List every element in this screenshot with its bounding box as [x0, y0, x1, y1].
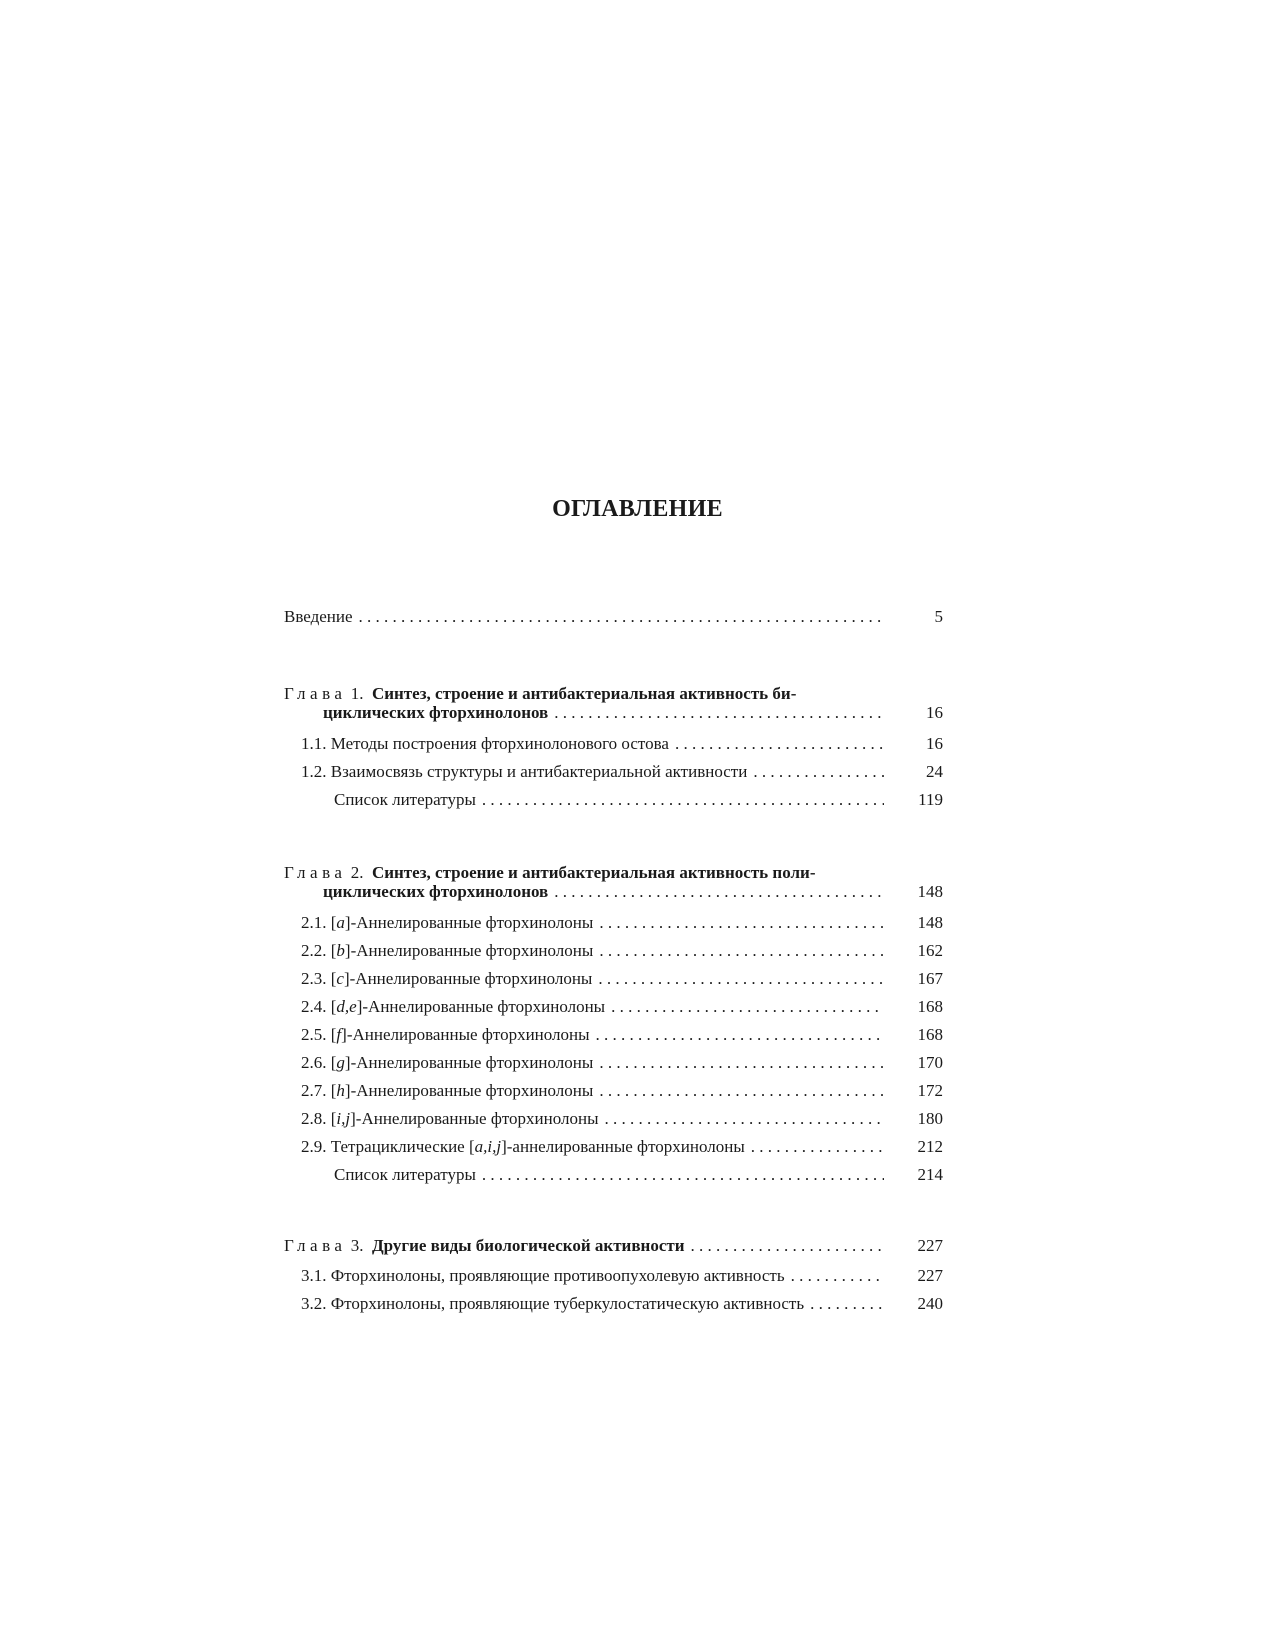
leader-dots: [599, 940, 884, 962]
chapter-title-line2: циклических фторхинолонов: [323, 703, 549, 722]
section-page: 167: [917, 969, 943, 988]
section-title: Фторхинолоны, проявляющие противоопухолевую активность: [330, 1266, 785, 1285]
annelation-letters: i,j: [336, 1109, 351, 1128]
bracket-open: [: [330, 969, 337, 988]
chapter-1-heading-cont[interactable]: [323, 702, 884, 724]
toc-references-1[interactable]: [334, 789, 884, 811]
section-number: 1.2.: [301, 762, 327, 781]
toc-section-2-9[interactable]: [301, 1136, 884, 1158]
toc-section-2-5[interactable]: [301, 1024, 884, 1046]
chapter-number: 3.: [350, 1236, 364, 1255]
leader-dots: [599, 1052, 884, 1074]
section-number: 3.1.: [301, 1266, 327, 1285]
toc-section-2-6[interactable]: [301, 1052, 884, 1074]
toc-section-1-1[interactable]: [301, 733, 884, 755]
section-number: 2.2.: [301, 941, 327, 960]
annelation-letters: b: [336, 941, 345, 960]
leader-dots: [554, 702, 884, 724]
references-page: 214: [917, 1165, 943, 1184]
leader-dots: [482, 1164, 884, 1186]
section-number: 2.8.: [301, 1109, 327, 1128]
toc-section-2-8[interactable]: [301, 1108, 884, 1130]
section-number: 2.4.: [301, 997, 327, 1016]
references-label: Список литературы: [334, 1165, 476, 1184]
bracket-open: [: [330, 1025, 337, 1044]
toc-section-2-4[interactable]: [301, 996, 884, 1018]
bracket-close: ]: [501, 1137, 507, 1156]
chapter-3-heading[interactable]: [284, 1235, 884, 1257]
toc-section-2-3[interactable]: [301, 968, 884, 990]
section-title: -Аннелированные фторхинолоны: [350, 941, 594, 960]
section-page: 240: [917, 1294, 943, 1313]
section-title: -Аннелированные фторхинолоны: [350, 1081, 594, 1100]
chapter-title-line2: циклических фторхинолонов: [323, 882, 549, 901]
bracket-open: [: [330, 1053, 337, 1072]
leader-dots: [482, 789, 884, 811]
references-page: 119: [918, 790, 943, 809]
bracket-close: ]: [344, 941, 351, 960]
leader-dots: [691, 1235, 884, 1257]
section-page: 148: [917, 913, 943, 932]
toc-section-3-1[interactable]: [301, 1265, 884, 1287]
toc-section-2-7[interactable]: [301, 1080, 884, 1102]
bracket-close: ]: [344, 1053, 351, 1072]
section-page: 16: [926, 734, 943, 753]
bracket-open: [: [330, 997, 337, 1016]
toc-intro-page: 5: [934, 607, 943, 626]
annelation-letters: d,e: [336, 997, 357, 1016]
section-title: -Аннелированные фторхинолоны: [350, 913, 594, 932]
toc-section-2-1[interactable]: [301, 912, 884, 934]
section-title: -Аннелированные фторхинолоны: [346, 1025, 590, 1044]
toc-section-1-2[interactable]: [301, 761, 884, 783]
bracket-open: [: [330, 913, 337, 932]
chapter-3-page: 227: [917, 1236, 943, 1255]
annelation-letters: h: [336, 1081, 345, 1100]
leader-dots: [596, 1024, 884, 1046]
leader-dots: [599, 1080, 884, 1102]
bracket-close: ]: [350, 1109, 356, 1128]
section-title: Взаимосвязь структуры и антибактериальной активности: [330, 762, 748, 781]
leader-dots: [611, 996, 884, 1018]
bracket-close: ]: [344, 1081, 351, 1100]
section-prefix: Тетрациклические: [330, 1137, 469, 1156]
toc-section-3-2[interactable]: [301, 1293, 884, 1315]
section-title: Фторхинолоны, проявляющие туберкулостатическую активность: [330, 1294, 805, 1313]
section-number: 1.1.: [301, 734, 327, 753]
leader-dots: [599, 912, 884, 934]
leader-dots: [554, 881, 884, 903]
bracket-open: [: [330, 1109, 337, 1128]
leader-dots: [675, 733, 884, 755]
section-page: 180: [917, 1109, 943, 1128]
section-number: 3.2.: [301, 1294, 327, 1313]
section-number: 2.7.: [301, 1081, 327, 1100]
chapter-prefix: Глава: [284, 684, 347, 703]
toc-section-2-2[interactable]: [301, 940, 884, 962]
section-page: 24: [926, 762, 943, 781]
bracket-close: ]: [356, 997, 363, 1016]
chapter-2-page: 148: [917, 882, 943, 901]
leader-dots: [751, 1136, 884, 1158]
leader-dots: [605, 1108, 884, 1130]
leader-dots: [359, 606, 884, 628]
section-page: 172: [917, 1081, 943, 1100]
section-number: 2.1.: [301, 913, 327, 932]
section-number: 2.6.: [301, 1053, 327, 1072]
section-page: 212: [917, 1137, 943, 1156]
page-title: ОГЛАВЛЕНИЕ: [552, 496, 723, 522]
chapter-number: 2.: [350, 863, 364, 882]
section-title: Методы построения фторхинолонового остова: [330, 734, 669, 753]
section-title: -Аннелированные фторхинолоны: [350, 1053, 594, 1072]
bracket-open: [: [330, 1081, 337, 1100]
section-title: -Аннелированные фторхинолоны: [349, 969, 593, 988]
chapter-prefix: Глава: [284, 863, 347, 882]
chapter-title: Другие виды биологической активности: [371, 1236, 685, 1255]
chapter-1-page: 16: [926, 703, 943, 722]
annelation-letters: a,i,j: [474, 1137, 502, 1156]
chapter-2-heading-cont[interactable]: [323, 881, 884, 903]
references-label: Список литературы: [334, 790, 476, 809]
section-title: -аннелированные фторхинолоны: [506, 1137, 745, 1156]
section-page: 168: [917, 1025, 943, 1044]
bracket-close: ]: [343, 969, 350, 988]
section-page: 168: [917, 997, 943, 1016]
annelation-letters: c: [336, 969, 344, 988]
toc-intro[interactable]: [284, 606, 884, 628]
section-number: 2.5.: [301, 1025, 327, 1044]
section-title: -Аннелированные фторхинолоны: [355, 1109, 599, 1128]
section-page: 170: [917, 1053, 943, 1072]
chapter-prefix: Глава: [284, 1236, 347, 1255]
section-page: 162: [917, 941, 943, 960]
bracket-open: [: [330, 941, 337, 960]
leader-dots: [791, 1265, 884, 1287]
leader-dots: [810, 1293, 884, 1315]
section-title: -Аннелированные фторхинолоны: [362, 997, 606, 1016]
annelation-letters: g: [336, 1053, 345, 1072]
section-page: 227: [917, 1266, 943, 1285]
leader-dots: [598, 968, 884, 990]
bracket-open: [: [468, 1137, 475, 1156]
section-number: 2.9.: [301, 1137, 327, 1156]
chapter-title-line1: Синтез, строение и антибактериальная активность поли-: [371, 863, 816, 882]
toc-references-2[interactable]: [334, 1164, 884, 1186]
annelation-letters: f: [336, 1025, 342, 1044]
bracket-close: ]: [341, 1025, 347, 1044]
bracket-close: ]: [344, 913, 351, 932]
toc-intro-label: Введение: [284, 607, 353, 626]
annelation-letters: a: [336, 913, 345, 932]
section-number: 2.3.: [301, 969, 327, 988]
chapter-title-line1: Синтез, строение и антибактериальная активность би-: [371, 684, 797, 703]
leader-dots: [753, 761, 884, 783]
chapter-number: 1.: [350, 684, 364, 703]
